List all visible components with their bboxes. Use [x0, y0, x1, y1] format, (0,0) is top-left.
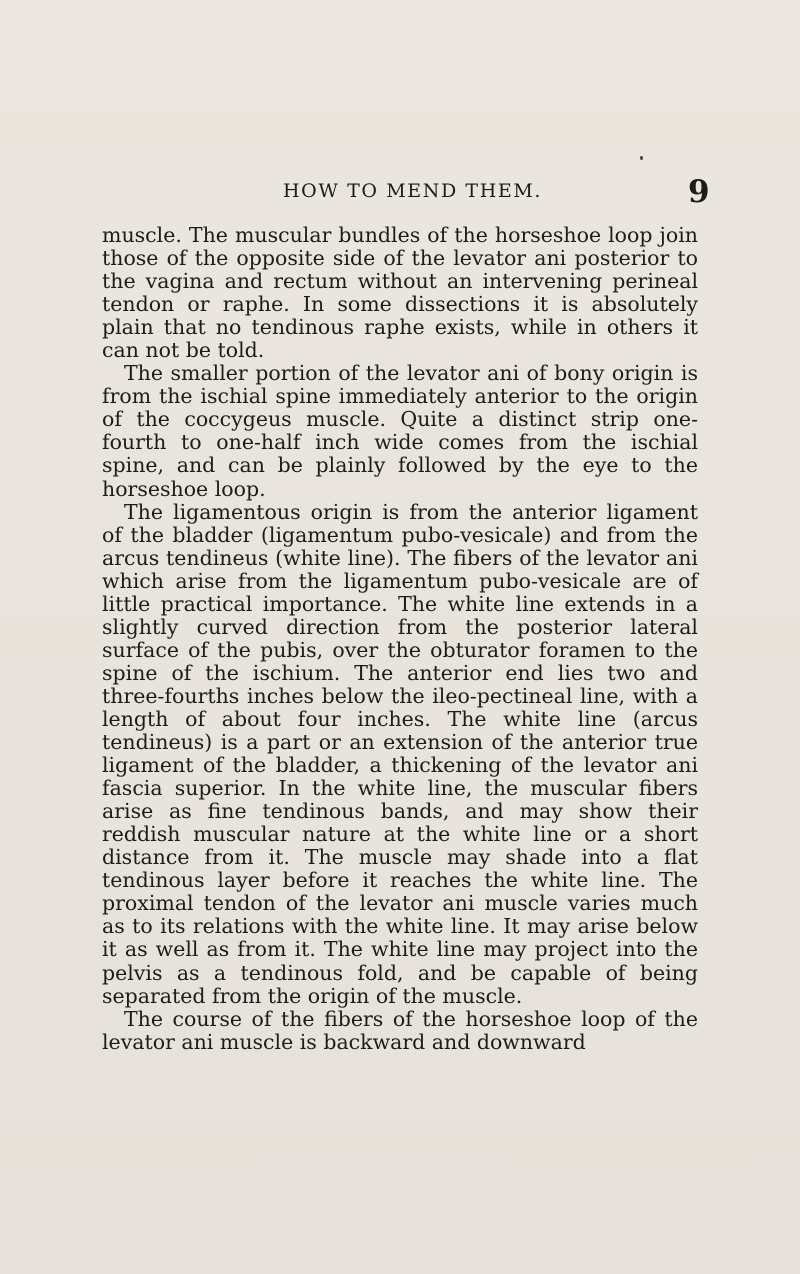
ink-speck — [640, 156, 643, 160]
paragraph-4: The course of the fibers of the horseshoe loop of the levator ani muscle is backward and downward — [102, 1006, 698, 1054]
paragraph-1: muscle. The muscular bundles of the horseshoe loop join those of the opposite side of the levator ani posterior to the vagina and rectum without an intervening perineal tendon or raphe. In some dissections it is absolutely plain that no tendinous raphe exists, while in others it can not be told. — [102, 223, 698, 363]
body-text — [102, 224, 698, 1054]
paragraph-3: The ligamentous origin is from the anterior ligament of the bladder (ligamentum pubo-vesicale) and from the arcus tendineus (white line). The fibers of the levator ani which arise from the ligamentum pubo-vesicale are of little practical importance. The white line extends in a slightly curved direction from the posterior lateral surface of the pubis, over the obturator foramen to the spine of the ischium. The anterior end lies two and three-fourths inches below the ileo-pectineal line, with a length of about four inches. The white line (arcus tendineus) is a part or an extension of the anterior true ligament of the bladder, a thickening of the levator ani fascia superior. In the white line, the muscular fibers arise as fine tendinous bands, and may show their reddish muscular nature at the white line or a short distance from it. The muscle may shade into a flat tendinous layer before it reaches the white line. The proximal tendon of the levator ani muscle varies much as to its relations with the white line. It may arise below it as well as from it. The white line may project into the pelvis as a tendinous fold, and be capable of being separated from the origin of the muscle. — [102, 499, 698, 1008]
paragraph-2: The smaller portion of the levator ani of bony origin is from the ischial spine immediately anterior to the origin of the coccygeus muscle. Quite a distinct strip one-fourth to one-half inch wide comes from the ischial spine, and can be plainly followed by the eye to the horseshoe loop. — [102, 361, 698, 501]
page-header — [0, 176, 800, 216]
running-head: HOW TO MEND THEM. — [283, 180, 543, 202]
page-number: 9 — [688, 174, 710, 210]
